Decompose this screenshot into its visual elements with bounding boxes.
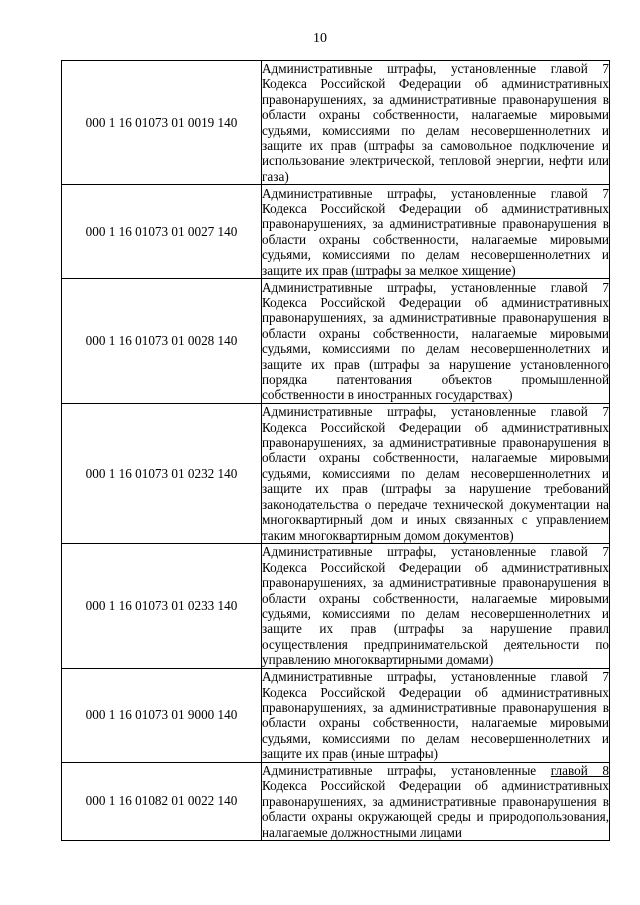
description-text: Административные штрафы, установленные (262, 762, 551, 778)
code-description: Административные штрафы, установленные главой 7 Кодекса Российской Федерации об административных правонарушениях, за административные правонарушения в области охраны собственности, налагаемые мировыми судьями, комиссиями по делам несовершеннолетних и защите их прав (штрафы за самовольное подключение и использование электрической, тепловой энергии, нефти или газа) (262, 61, 609, 184)
table-row (62, 543, 610, 668)
table-row (62, 185, 610, 279)
code-description: Административные штрафы, установленные главой 7 Кодекса Российской Федерации об административных правонарушениях, за административные правонарушения в области охраны собственности, налагаемые мировыми судьями, комиссиями по делам несовершеннолетних и защите их прав (иные штрафы) (262, 669, 609, 762)
table-row (62, 404, 610, 544)
table-row (62, 279, 610, 404)
code-description: Административные штрафы, установленные главой 7 Кодекса Российской Федерации об административных правонарушениях, за административные правонарушения в области охраны собственности, налагаемые мировыми судьями, комиссиями по делам несовершеннолетних и защите их прав (штрафы за нарушение установленного порядка патентования объектов промышленной собственности в иностранных государствах) (262, 279, 609, 403)
classification-code: 000 1 16 01073 01 0028 140 (62, 279, 262, 404)
classification-code: 000 1 16 01082 01 0022 140 (62, 762, 262, 840)
table-row (62, 668, 610, 762)
description-text: Кодекса Российской Федерации об административных правонарушениях, за административные правонарушения в области охраны окружающей среды и природопользования, налагаемые должностными лицами (262, 778, 609, 840)
code-description: Административные штрафы, установленные главой 7 Кодекса Российской Федерации об административных правонарушениях, за административные правонарушения в области охраны собственности, налагаемые мировыми судьями, комиссиями по делам несовершеннолетних и защите их прав (штрафы за мелкое хищение) (262, 185, 609, 278)
classification-code: 000 1 16 01073 01 0019 140 (62, 61, 262, 185)
code-description (262, 762, 610, 840)
code-description: Административные штрафы, установленные главой 7 Кодекса Российской Федерации об административных правонарушениях, за административные правонарушения в области охраны собственности, налагаемые мировыми судьями, комиссиями по делам несовершеннолетних и защите их прав (штрафы за нарушение правил осуществления предпринимательской деятельности по управлению многоквартирными домами) (262, 544, 609, 668)
page-number: 10 (313, 31, 327, 46)
table-row (62, 762, 610, 840)
table-row (62, 61, 610, 185)
chapter-link[interactable]: главой 8 (550, 762, 609, 778)
classification-code: 000 1 16 01073 01 0232 140 (62, 404, 262, 544)
code-description: Административные штрафы, установленные главой 7 Кодекса Российской Федерации об административных правонарушениях, за административные правонарушения в области охраны собственности, налагаемые мировыми судьями, комиссиями по делам несовершеннолетних и защите их прав (штрафы за нарушение требований законодательства о передаче технической документации на многоквартирный дом и иных связанных с управлением таким многоквартирным домом документов) (262, 404, 609, 543)
classification-code: 000 1 16 01073 01 9000 140 (62, 668, 262, 762)
classification-code: 000 1 16 01073 01 0233 140 (62, 543, 262, 668)
budget-classification-table (61, 60, 610, 841)
classification-code: 000 1 16 01073 01 0027 140 (62, 185, 262, 279)
